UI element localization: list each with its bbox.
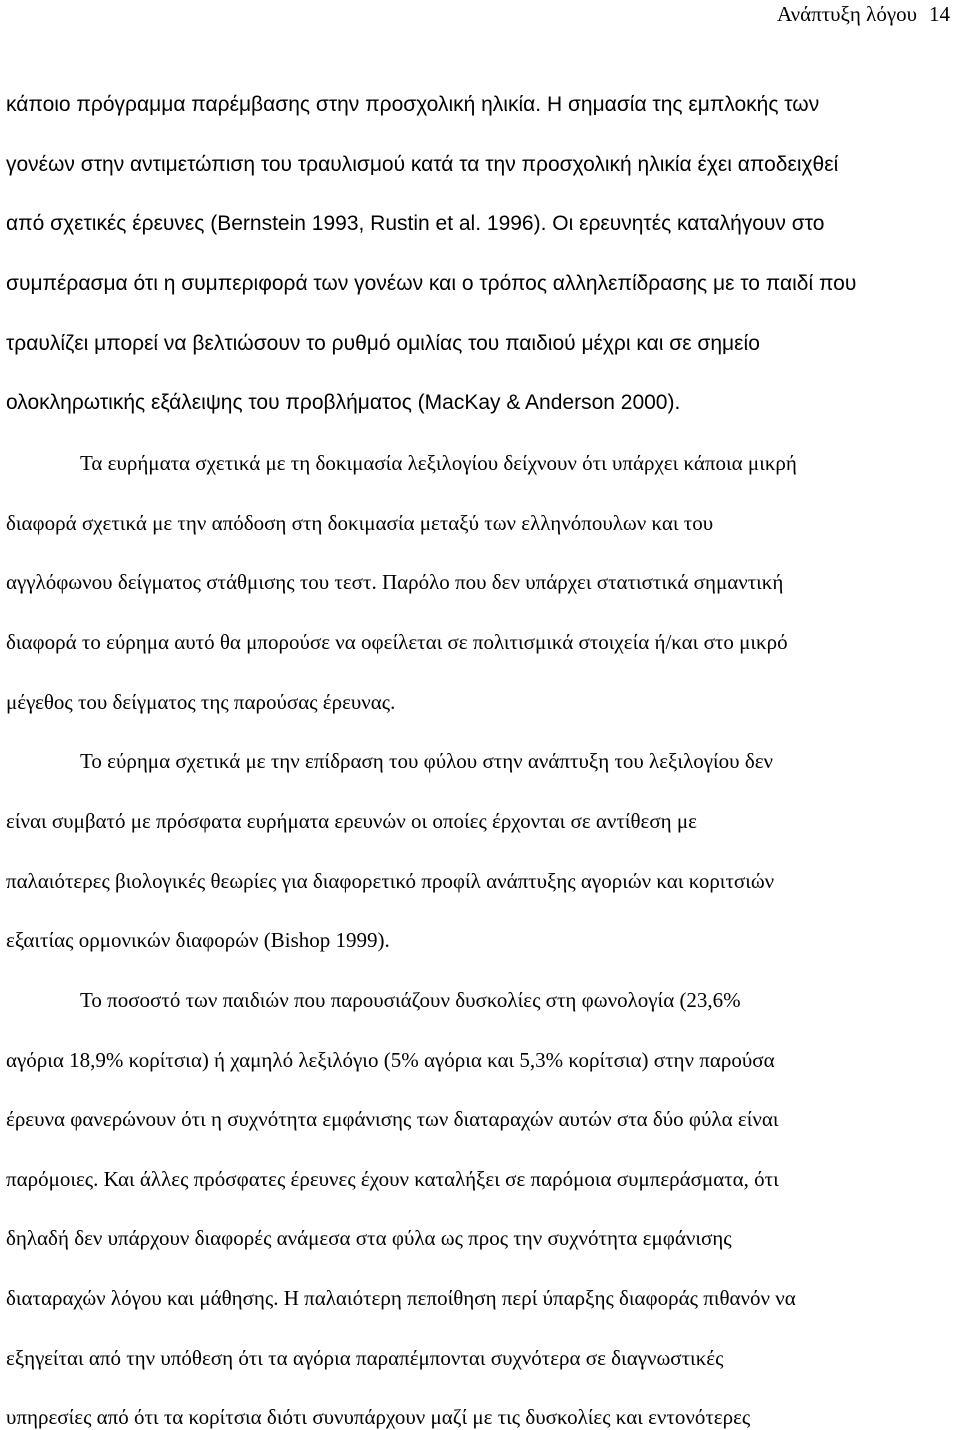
page-number: 14 <box>929 2 950 26</box>
text-line: αγόρια 18,9% κορίτσια) ή χαμηλό λεξιλόγιο (5% αγόρια και 5,3% κορίτσια) στην παρούσα <box>6 1048 775 1072</box>
text-line: γονέων στην αντιμετώπιση του τραυλισμού κατά τα την προσχολική ηλικία έχει αποδειχθεί <box>6 153 839 176</box>
text-line: κάποιο πρόγραμμα παρέμβασης στην προσχολική ηλικία. Η σημασία της εμπλοκής των <box>6 93 820 116</box>
running-title: Ανάπτυξη λόγου <box>777 2 917 26</box>
text-line: διαφορά σχετικά με την απόδοση στη δοκιμασία μεταξύ των ελληνόπουλων και του <box>6 511 714 535</box>
text-line: μέγεθος του δείγματος της παρούσας έρευνας. <box>6 690 396 714</box>
text-line: διαταραχών λόγου και μάθησης. Η παλαιότερη πεποίθηση περί ύπαρξης διαφοράς πιθανόν να <box>6 1286 796 1310</box>
text-line: Το εύρημα σχετικά με την επίδραση του φύλου στην ανάπτυξη του λεξιλογίου δεν <box>80 749 774 773</box>
text-line: Το ποσοστό των παιδιών που παρουσιάζουν δυσκολίες στη φωνολογία (23,6% <box>80 988 741 1012</box>
running-header <box>777 2 950 26</box>
text-line: υπηρεσίες από ότι τα κορίτσια διότι συνυπάρχουν μαζί με τις δυσκολίες και εντονότερες <box>6 1405 751 1429</box>
text-line: συμπέρασμα ότι η συμπεριφορά των γονέων και ο τρόπος αλληλεπίδρασης με το παιδί που <box>6 272 857 295</box>
text-line: εξαιτίας ορμονικών διαφορών (Bishop 1999). <box>6 928 390 952</box>
text-line: παρόμοιες. Και άλλες πρόσφατες έρευνες έχουν καταλήξει σε παρόμοια συμπεράσματα, ότι <box>6 1167 779 1191</box>
text-line: εξηγείται από την υπόθεση ότι τα αγόρια παραπέμπονται συχνότερα σε διαγνωστικές <box>6 1346 724 1370</box>
text-line: αγγλόφωνου δείγματος στάθμισης του τεστ. Παρόλο που δεν υπάρχει στατιστικά σημαντική <box>6 570 784 594</box>
text-line: ολοκληρωτικής εξάλειψης του προβλήματος (MacKay & Anderson 2000). <box>6 391 681 414</box>
text-line: παλαιότερες βιολογικές θεωρίες για διαφορετικό προφίλ ανάπτυξης αγοριών και κοριτσιών <box>6 869 775 893</box>
text-line: δηλαδή δεν υπάρχουν διαφορές ανάμεσα στα φύλα ως προς την συχνότητα εμφάνισης <box>6 1226 732 1250</box>
text-line: διαφορά το εύρημα αυτό θα μπορούσε να οφείλεται σε πολιτισμικά στοιχεία ή/και στο μικρό <box>6 630 788 654</box>
text-line: από σχετικές έρευνες (Bernstein 1993, Rustin et al. 1996). Οι ερευνητές καταλήγουν στο <box>6 212 825 235</box>
text-line: Τα ευρήματα σχετικά με τη δοκιμασία λεξιλογίου δείχνουν ότι υπάρχει κάποια μικρή <box>80 451 797 475</box>
text-line: είναι συμβατό με πρόσφατα ευρήματα ερευνών οι οποίες έρχονται σε αντίθεση με <box>6 809 697 833</box>
text-line: έρευνα φανερώνουν ότι η συχνότητα εμφάνισης των διαταραχών αυτών στα δύο φύλα είναι <box>6 1107 779 1131</box>
text-line: τραυλίζει μπορεί να βελτιώσουν το ρυθμό ομιλίας του παιδιού μέχρι και σε σημείο <box>6 332 760 355</box>
